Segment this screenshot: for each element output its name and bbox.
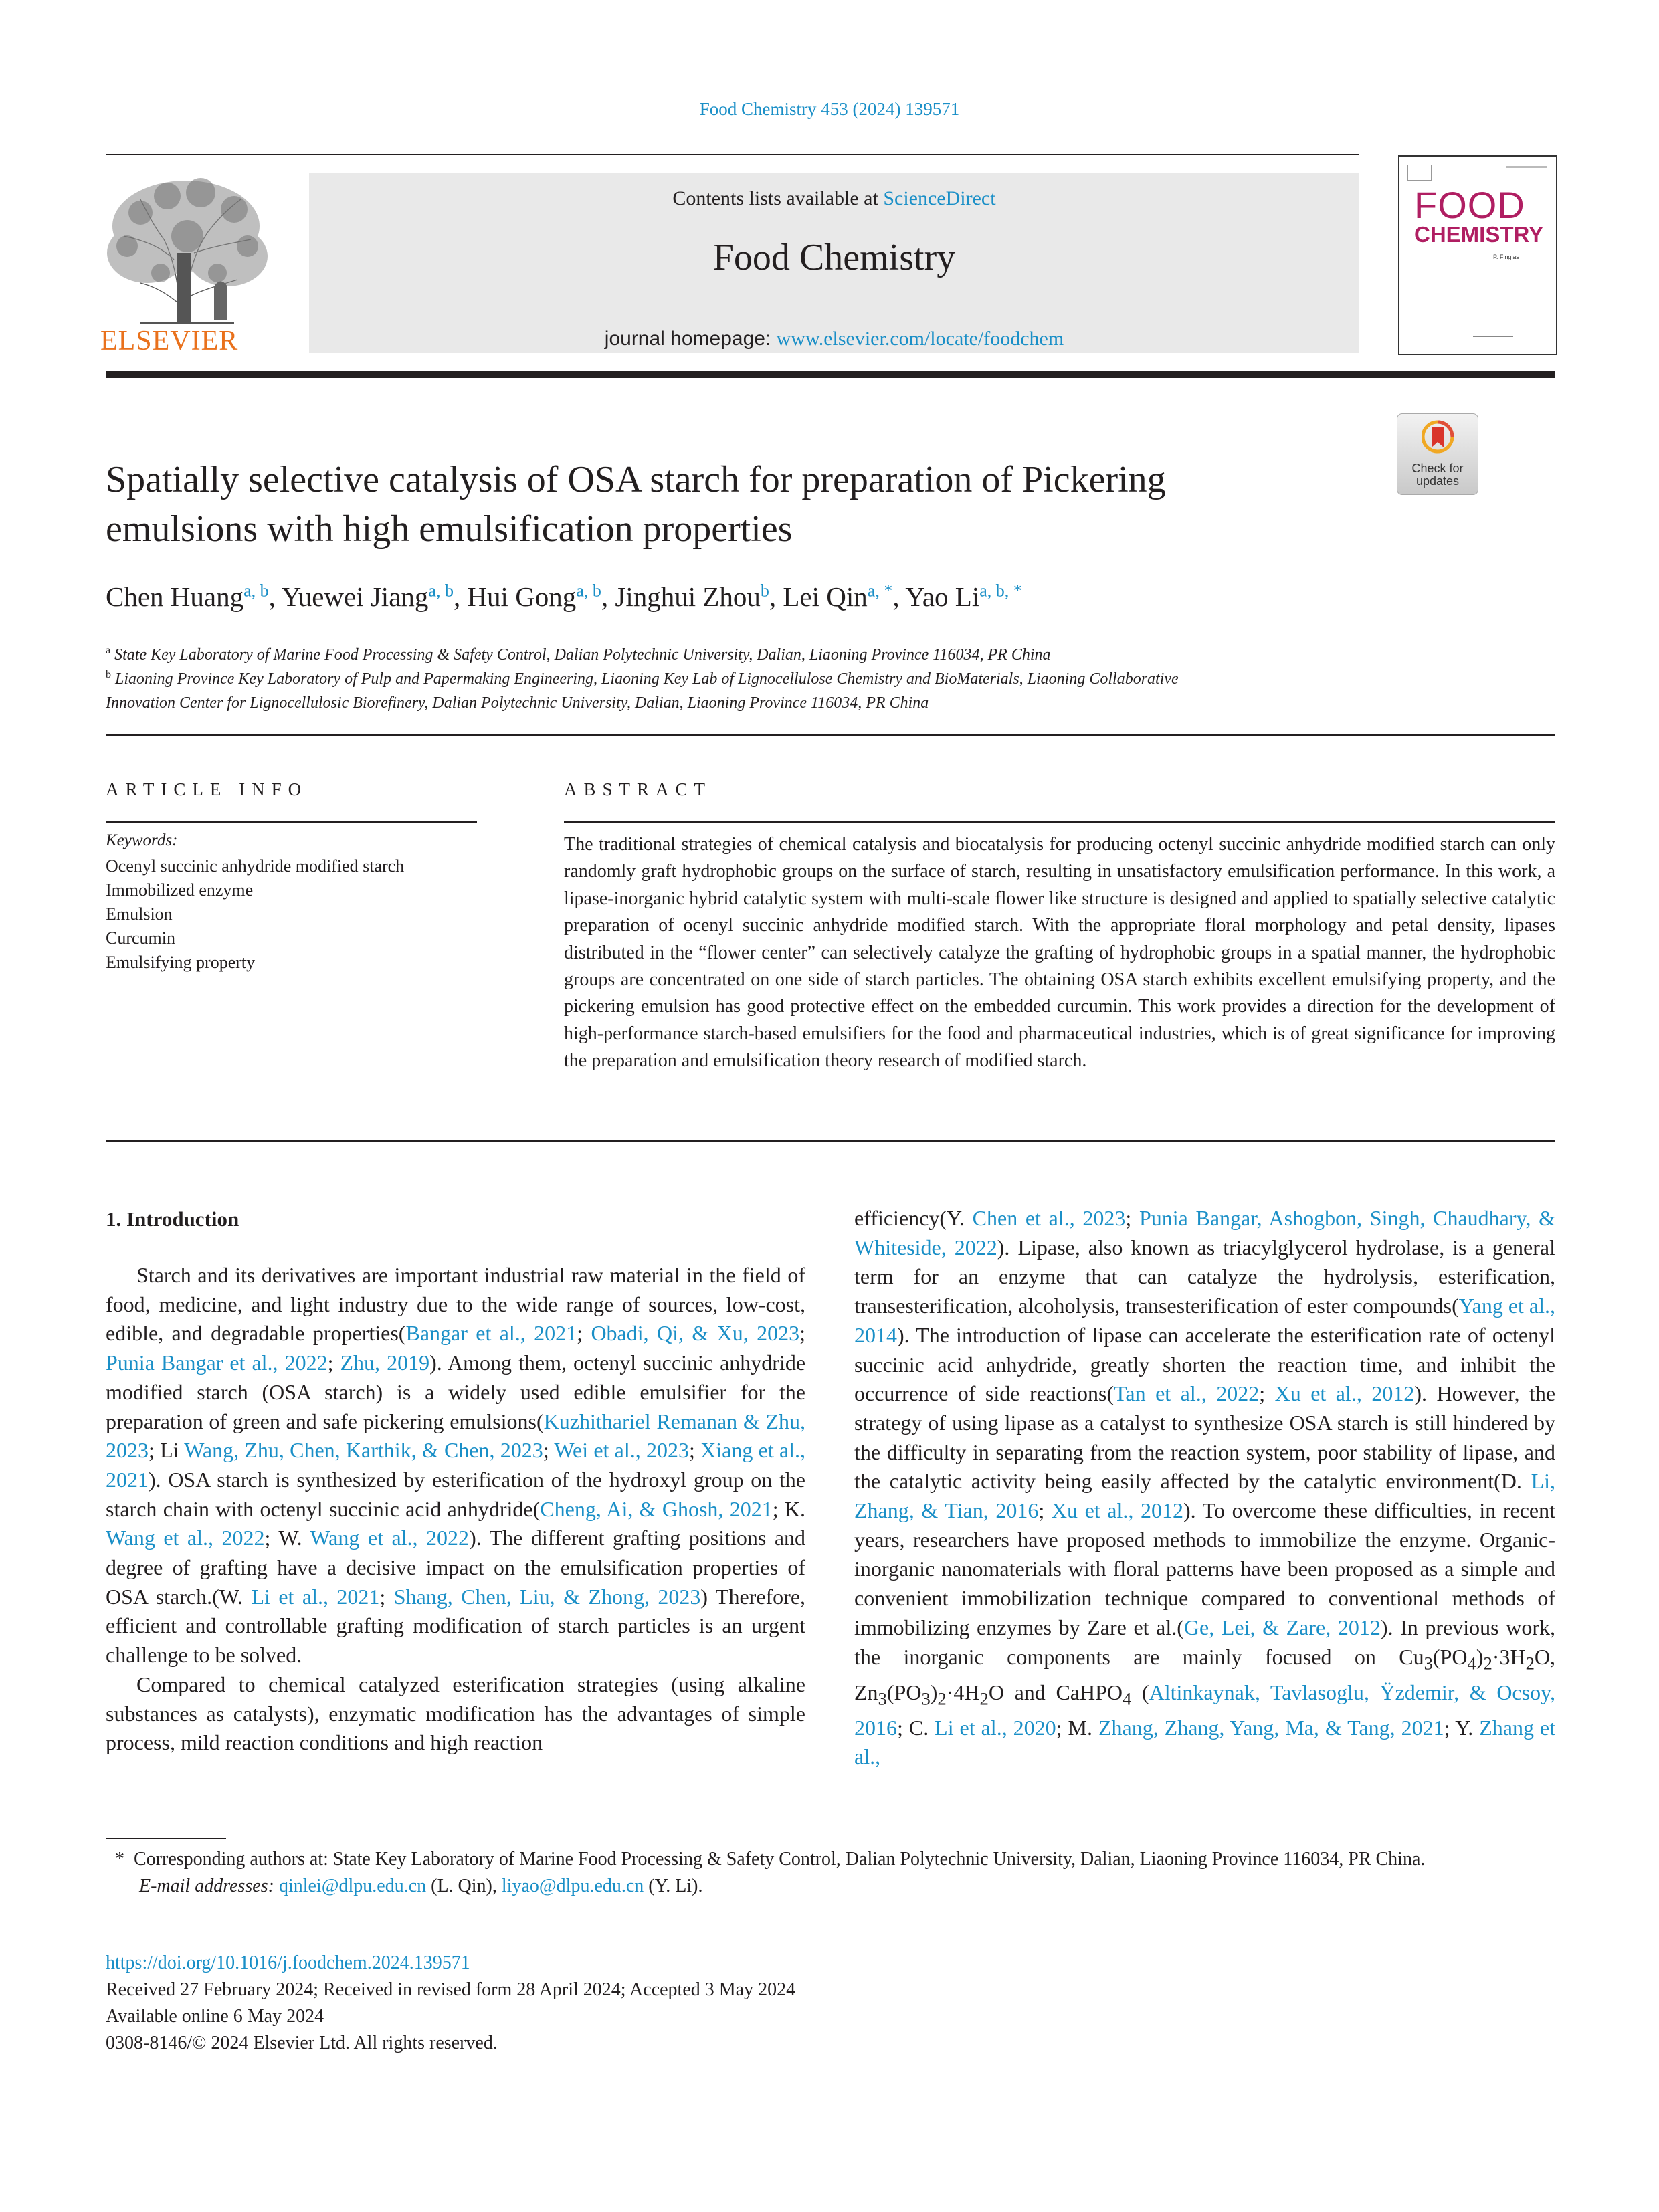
keyword-item: Curcumin xyxy=(106,928,175,948)
affiliation-mark: a xyxy=(106,645,111,656)
author-separator: , xyxy=(601,581,615,612)
citation-link[interactable]: Punia Bangar et al., 2022 xyxy=(106,1350,328,1375)
journal-cover-thumbnail[interactable] xyxy=(1398,155,1557,355)
citation-link[interactable]: Zhang, Zhang, Yang, Ma, & Tang, 2021 xyxy=(1098,1715,1444,1740)
author[interactable]: Hui Gong xyxy=(467,581,577,612)
citation-link[interactable]: Li et al., 2020 xyxy=(935,1715,1056,1740)
author-affiliation-mark[interactable]: a, b xyxy=(428,581,454,601)
citation-link[interactable]: Xiang et al., 2021 xyxy=(106,1438,806,1492)
keyword-item: Emulsifying property xyxy=(106,952,256,972)
affiliation-b xyxy=(106,663,1557,715)
cover-footer-rule xyxy=(1473,336,1513,337)
citation-link[interactable]: Cheng, Ai, & Ghosh, 2021 xyxy=(540,1496,773,1521)
masthead-thick-rule xyxy=(106,371,1555,378)
author[interactable]: Yao Li xyxy=(905,581,980,612)
citation-link[interactable]: Punia Bangar, Ashogbon, Singh, Chaudhary, & Whiteside, 2022 xyxy=(854,1206,1556,1260)
author-separator: , xyxy=(769,581,783,612)
citation-link[interactable]: Wang et al., 2022 xyxy=(310,1526,470,1550)
email-link[interactable]: qinlei@dlpu.edu.cn xyxy=(278,1876,427,1896)
author-affiliation-mark[interactable]: b xyxy=(760,581,769,601)
citation-link[interactable]: Tan et al., 2022 xyxy=(1114,1381,1260,1406)
keyword-item: Immobilized enzyme xyxy=(106,880,254,900)
corresponding-author-note: * Corresponding authors at: State Key Laboratory of Marine Food Processing & Safety Control, Dalian Polytechnic University, Dalian, Liaoning Province 116034, PR China. xyxy=(115,1849,1426,1870)
author-affiliation-mark[interactable]: a, b, * xyxy=(979,581,1022,601)
affiliation-mark: b xyxy=(106,669,111,680)
received-dates: Received 27 February 2024; Received in revised form 28 April 2024; Accepted 3 May 2024 xyxy=(106,1979,796,2000)
author-affiliation-mark[interactable]: a, b xyxy=(576,581,601,601)
citation-link[interactable]: Altinkaynak, Tavlasoglu, Ÿzdemir, & Ocsoy, 2016 xyxy=(854,1680,1555,1740)
citation-link[interactable]: Chen et al., 2023 xyxy=(972,1206,1126,1230)
author-separator: , xyxy=(453,581,468,612)
body-paragraph: efficiency(Y. Chen et al., 2023; Punia Bangar, Ashogbon, Singh, Chaudhary, & Whiteside, 2022). Lipase, also known as triacylglycerol hydrolase, is a general term for an enzyme that can catalyze the hydrolysis, esterification, transesterification, alcoholysis, transesterification of ester compounds(Yang et al., 2014). The introduction of lipase can accelerate the esterification rate of octenyl succinic acid anhydride, greatly shorten the reaction time, and inhibit the occurrence of side reactions(Tan et al., 2022; Xu et al., 2012). However, the strategy of using lipase as a catalyst to synthesize OSA starch is still hindered by the difficulty in separating from the reaction system, poor stability of lipase, and the catalytic activity being easily affected by the catalytic environment(D. Li, Zhang, & Tian, 2016; Xu et al., 2012). To overcome these difficulties, in recent years, researchers have proposed methods to immobilize the enzyme. Organic-inorganic nanomaterials with floral patterns have been proposed as a simple and convenient immobilization technique compared to conventional methods of immobilizing enzymes by Zare et al.(Ge, Lei, & Zare, 2012). In previous work, the inorganic components are mainly focused on $Cu_3(PO_4)_2\cdot 3H_2O$, $Zn_3(PO_3)_2\cdot 4H_2O$ and CaHPO$_4$ (Altinkaynak, Tavlasoglu, Ÿzdemir, & Ocsoy, 2016; C. Li et al., 2020; M. Zhang, Zhang, Yang, Ma, & Tang, 2021; Y. Zhang et al., xyxy=(854,1206,1556,1769)
email-label: E-mail addresses: xyxy=(139,1876,274,1896)
elsevier-logo xyxy=(100,173,274,361)
citation-link[interactable]: Shang, Chen, Liu, & Zhong, 2023 xyxy=(393,1584,701,1609)
abstract-rule xyxy=(564,821,1555,823)
check-for-updates-button[interactable] xyxy=(1397,413,1478,495)
keyword-item: Ocenyl succinic anhydride modified starch xyxy=(106,856,405,876)
masthead-banner xyxy=(309,173,1359,353)
body-column-right xyxy=(854,1204,1555,1772)
citation-link[interactable]: Li, Zhang, & Tian, 2016 xyxy=(854,1469,1555,1523)
citation-link[interactable]: Ge, Lei, & Zare, 2012 xyxy=(1183,1615,1381,1639)
cover-rule xyxy=(1506,166,1547,168)
citation-link[interactable]: Bangar et al., 2021 xyxy=(405,1321,577,1346)
citation-link[interactable]: Wang, Zhu, Chen, Karthik, & Chen, 2023 xyxy=(184,1438,543,1463)
author[interactable]: Jinghui Zhou xyxy=(615,581,761,612)
bookmark-icon xyxy=(1422,419,1454,460)
contents-prefix: Contents lists available at xyxy=(672,187,884,209)
article-metadata xyxy=(106,1950,795,2057)
citation-link[interactable]: Kuzhithariel Remanan & Zhu, 2023 xyxy=(106,1409,806,1463)
footnote-asterisk: * xyxy=(115,1849,124,1870)
header-rule xyxy=(106,154,1359,155)
citation-link[interactable]: Zhu, 2019 xyxy=(340,1350,430,1375)
homepage-label: journal homepage: xyxy=(604,328,777,350)
citation-link[interactable]: Wang et al., 2022 xyxy=(106,1526,265,1550)
doi-link[interactable]: https://doi.org/10.1016/j.foodchem.2024.139571 xyxy=(106,1952,470,1973)
author-affiliation-mark[interactable]: a, * xyxy=(867,581,893,601)
cover-title-food: FOOD xyxy=(1414,184,1525,226)
section-heading-introduction: 1. Introduction xyxy=(106,1207,239,1231)
footnote xyxy=(106,1846,1557,1900)
body-paragraph: Starch and its derivatives are important industrial raw material in the field of food, medicine, and light industry due to the wide range of sources, low-cost, edible, and degradable properties(Bangar et al., 2021; Obadi, Qi, & Xu, 2023; Punia Bangar et al., 2022; Zhu, 2019). Among them, octenyl succinic anhydride modified starch (OSA starch) is a widely used edible emulsifier for the preparation of green and safe pickering emulsions(Kuzhithariel Remanan & Zhu, 2023; Li Wang, Zhu, Chen, Karthik, & Chen, 2023; Wei et al., 2023; Xiang et al., 2021). OSA starch is synthesized by esterification of the hydroxyl group on the starch chain with octenyl succinic acid anhydride(Cheng, Ai, & Ghosh, 2021; K. Wang et al., 2022; W. Wang et al., 2022). The different grafting positions and degree of grafting have a decisive impact on the emulsification properties of OSA starch.(W. Li et al., 2021; Shang, Chen, Liu, & Zhong, 2023) Therefore, efficient and controllable grafting modification of starch particles is an urgent challenge to be solved. xyxy=(106,1263,806,1668)
affiliation-text: Innovation Center for Lignocellulosic Biorefinery, Dalian Polytechnic University, Dalian, Liaoning Province 116034, PR China xyxy=(106,694,929,712)
citation-link[interactable]: Zhang et al., xyxy=(854,1715,1556,1769)
citation-link[interactable]: Wei et al., 2023 xyxy=(554,1438,690,1463)
affiliation-text: Liaoning Province Key Laboratory of Pulp and Papermaking Engineering, Liaoning Key Lab of Lignocellulose Chemistry and BioMaterials, Liaoning Collaborative xyxy=(115,670,1179,688)
author[interactable]: Yuewei Jiang xyxy=(281,581,429,612)
contents-line xyxy=(309,187,1359,210)
body-paragraph: Compared to chemical catalyzed esterification strategies (using alkaline substances as catalysts), enzymatic modification has the advantages of simple process, mild reaction conditions and high reaction xyxy=(106,1672,805,1755)
title-line-2: emulsions with high emulsification properties xyxy=(106,508,793,550)
author-separator: , xyxy=(892,581,906,612)
section-rule xyxy=(106,734,1555,736)
email-link[interactable]: liyao@dlpu.edu.cn xyxy=(501,1876,644,1896)
cover-title-chemistry: CHEMISTRY xyxy=(1414,222,1544,247)
author-list xyxy=(106,581,1577,613)
article-title xyxy=(106,455,1363,554)
email-line: E-mail addresses: qinlei@dlpu.edu.cn (L. Qin), liyao@dlpu.edu.cn (Y. Li). xyxy=(139,1876,703,1896)
citation-link[interactable]: Yang et al., 2014 xyxy=(854,1294,1556,1347)
keywords-label: Keywords: xyxy=(106,831,178,849)
article-info-heading: ARTICLE INFO xyxy=(106,779,308,799)
copyright-notice: 0308-8146/© 2024 Elsevier Ltd. All rights reserved. xyxy=(106,2033,498,2053)
citation-link[interactable]: Xu et al., 2012 xyxy=(1051,1498,1183,1523)
author[interactable]: Chen Huang xyxy=(106,581,244,612)
sciencedirect-link[interactable]: ScienceDirect xyxy=(883,187,996,209)
publisher-wordmark: ELSEVIER xyxy=(100,326,239,357)
citation-link[interactable]: Obadi, Qi, & Xu, 2023 xyxy=(591,1321,800,1346)
journal-homepage-line xyxy=(309,328,1359,350)
abstract-body: The traditional strategies of chemical catalysis and biocatalysis for producing octenyl succinic anhydride modified starch can only randomly graft hydrophobic groups on the surface of starch, resulting in unsatisfactory emulsification performance. In this work, a lipase-inorganic hybrid catalytic system with multi-scale flower like structure is designed and applied to spatially selective catalytic preparation of ocenyl succinic anhydride modified starch. With the appropriate floral morphology and petal density, lipases distributed in the “flower center” can selectively catalyze the grafting of hydrophobic groups in a spatial manner, the hydrophobic groups are concentrated on one side of starch particles. The obtaining OSA starch exhibits excellent emulsifying property, and the pickering emulsion has good protective effect on the embedded curcumin. This work provides a direction for the development of high-performance starch-based emulsifiers for the food and pharmaceutical industries, which is of great significance for improving the preparation and emulsification theory research of modified starch. xyxy=(564,834,1555,1072)
journal-reference-link[interactable]: Food Chemistry 453 (2024) 139571 xyxy=(699,99,960,119)
keyword-item: Emulsion xyxy=(106,904,173,924)
author[interactable]: Lei Qin xyxy=(783,581,868,612)
cover-emblem-icon xyxy=(1407,165,1432,181)
journal-title: Food Chemistry xyxy=(712,237,956,278)
journal-homepage-link[interactable]: www.elsevier.com/locate/foodchem xyxy=(776,328,1064,350)
abstract-end-rule xyxy=(106,1140,1555,1142)
citation-link[interactable]: Li et al., 2021 xyxy=(251,1584,380,1609)
article-info-rule xyxy=(106,821,477,823)
available-online: Available online 6 May 2024 xyxy=(106,2006,324,2027)
abstract-heading: ABSTRACT xyxy=(564,779,712,799)
footnote-rule xyxy=(106,1838,226,1839)
check-for-updates-label: Check for updates xyxy=(1411,462,1464,488)
cover-editor: P. Finglas xyxy=(1493,254,1519,260)
affiliation-text: State Key Laboratory of Marine Food Processing & Safety Control, Dalian Polytechnic University, Dalian, Liaoning Province 116034, PR China xyxy=(114,646,1051,664)
citation-link[interactable]: Xu et al., 2012 xyxy=(1274,1381,1415,1406)
body-column-left xyxy=(106,1261,805,1758)
author-affiliation-mark[interactable]: a, b xyxy=(243,581,269,601)
title-line-1: Spatially selective catalysis of OSA starch for preparation of Pickering xyxy=(106,459,1166,500)
author-separator: , xyxy=(268,581,282,612)
